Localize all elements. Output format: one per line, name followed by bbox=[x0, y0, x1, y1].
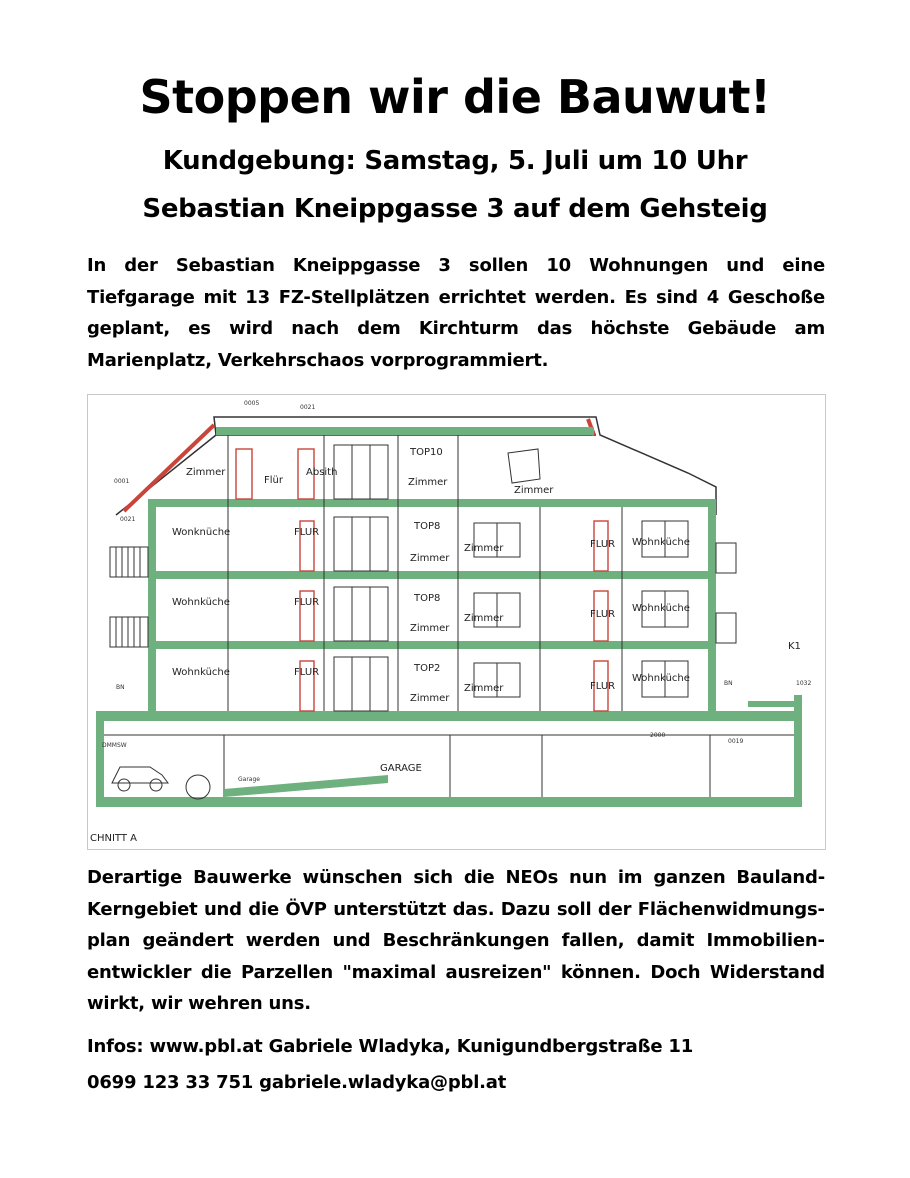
intro-paragraph: In der Sebastian Kneippgasse 3 sollen 10 Wohnungen und eine Tiefgarage mit 13 FZ-Stellplätzen errichtet werden. Es sind 4 Geschoße geplant, es wird nach dem Kirchturm das höchste Gebäude am Marienplatz, Verkehrschaos vorprogrammiert. bbox=[87, 255, 825, 371]
label-f3-7: Wohnküche bbox=[632, 537, 690, 548]
label-f1-5: Zimmer bbox=[464, 683, 504, 694]
label-f2-2: FLUR bbox=[294, 597, 320, 608]
garage-structure bbox=[104, 735, 794, 799]
label-f3-5: Zimmer bbox=[464, 543, 504, 554]
mark-k1: K1 bbox=[788, 641, 801, 652]
label-f3-2: FLUR bbox=[294, 527, 320, 538]
mark-level-2: 0021 bbox=[300, 404, 316, 411]
section-label: CHNITT A bbox=[90, 833, 137, 844]
label-f1-3: TOP2 bbox=[414, 663, 441, 674]
label-f1-4: Zimmer bbox=[410, 693, 450, 704]
label-f2-6: FLUR bbox=[590, 609, 616, 620]
label-f3-3: TOP8 bbox=[414, 521, 441, 532]
label-f2-4: Zimmer bbox=[410, 623, 450, 634]
label-f3-6: FLUR bbox=[590, 539, 616, 550]
label-f2-1: Wohnküche bbox=[172, 597, 230, 608]
label-f1-7: Wohnküche bbox=[632, 673, 690, 684]
label-garage: GARAGE bbox=[380, 763, 422, 774]
info-phone-email-line: 0699 123 33 751 gabriele.wladyka@pbl.at bbox=[87, 1072, 507, 1093]
mark-bn-left: BN bbox=[116, 684, 125, 691]
event-location-line: Sebastian Kneippgasse 3 auf dem Gehsteig bbox=[142, 194, 768, 224]
mark-level-7: 1032 bbox=[796, 680, 812, 687]
main-paragraph: Derartige Bauwerke wünschen sich die NEOs nun im ganzen Bauland-Kerngebiet und die ÖVP unterstützt das. Dazu soll der Flächenwidmungsplan geändert werden und Beschränkungen fallen, damit Immobilienentwickler die Parzellen "maximal ausreizen" können. Doch Widerstand wirkt, wir wehren uns. bbox=[87, 867, 825, 1014]
mark-level-5: 2000 bbox=[650, 732, 666, 739]
room-labels bbox=[172, 447, 690, 774]
event-date-line: Kundgebung: Samstag, 5. Juli um 10 Uhr bbox=[162, 146, 748, 176]
mark-level-4: 0021 bbox=[120, 516, 136, 523]
mark-level-1: 0005 bbox=[244, 400, 260, 407]
floor-slabs bbox=[96, 427, 802, 807]
label-f2-3: TOP8 bbox=[414, 593, 441, 604]
label-f1-6: FLUR bbox=[590, 681, 616, 692]
label-f3-4: Zimmer bbox=[410, 553, 450, 564]
mark-dmmsw: DMMSW bbox=[102, 742, 127, 749]
label-top-3: Absith bbox=[306, 467, 338, 478]
label-f2-5: Zimmer bbox=[464, 613, 504, 624]
mark-level-6: 0019 bbox=[728, 738, 744, 745]
label-top-4: TOP10 bbox=[410, 447, 443, 458]
label-top-2: Flür bbox=[264, 475, 283, 486]
mark-garage: Garage bbox=[238, 776, 260, 783]
drawing-marks bbox=[102, 400, 811, 783]
label-top-5: Zimmer bbox=[408, 477, 448, 488]
info-contact-line: Infos: www.pbl.at Gabriele Wladyka, Kunigundbergstraße 11 bbox=[87, 1036, 694, 1057]
label-top-1: Zimmer bbox=[186, 467, 226, 478]
building-section-drawing bbox=[87, 394, 826, 850]
label-f3-1: Wonknüche bbox=[172, 527, 231, 538]
label-f1-2: FLUR bbox=[294, 667, 320, 678]
label-f2-7: Wohnküche bbox=[632, 603, 690, 614]
mark-bn-right: BN bbox=[724, 680, 733, 687]
label-top-6: Zimmer bbox=[514, 485, 554, 496]
page-title: Stoppen wir die Bauwut! bbox=[139, 70, 771, 124]
outer-walls bbox=[96, 499, 802, 807]
label-f1-1: Wohnküche bbox=[172, 667, 230, 678]
mark-level-3: 0001 bbox=[114, 478, 130, 485]
